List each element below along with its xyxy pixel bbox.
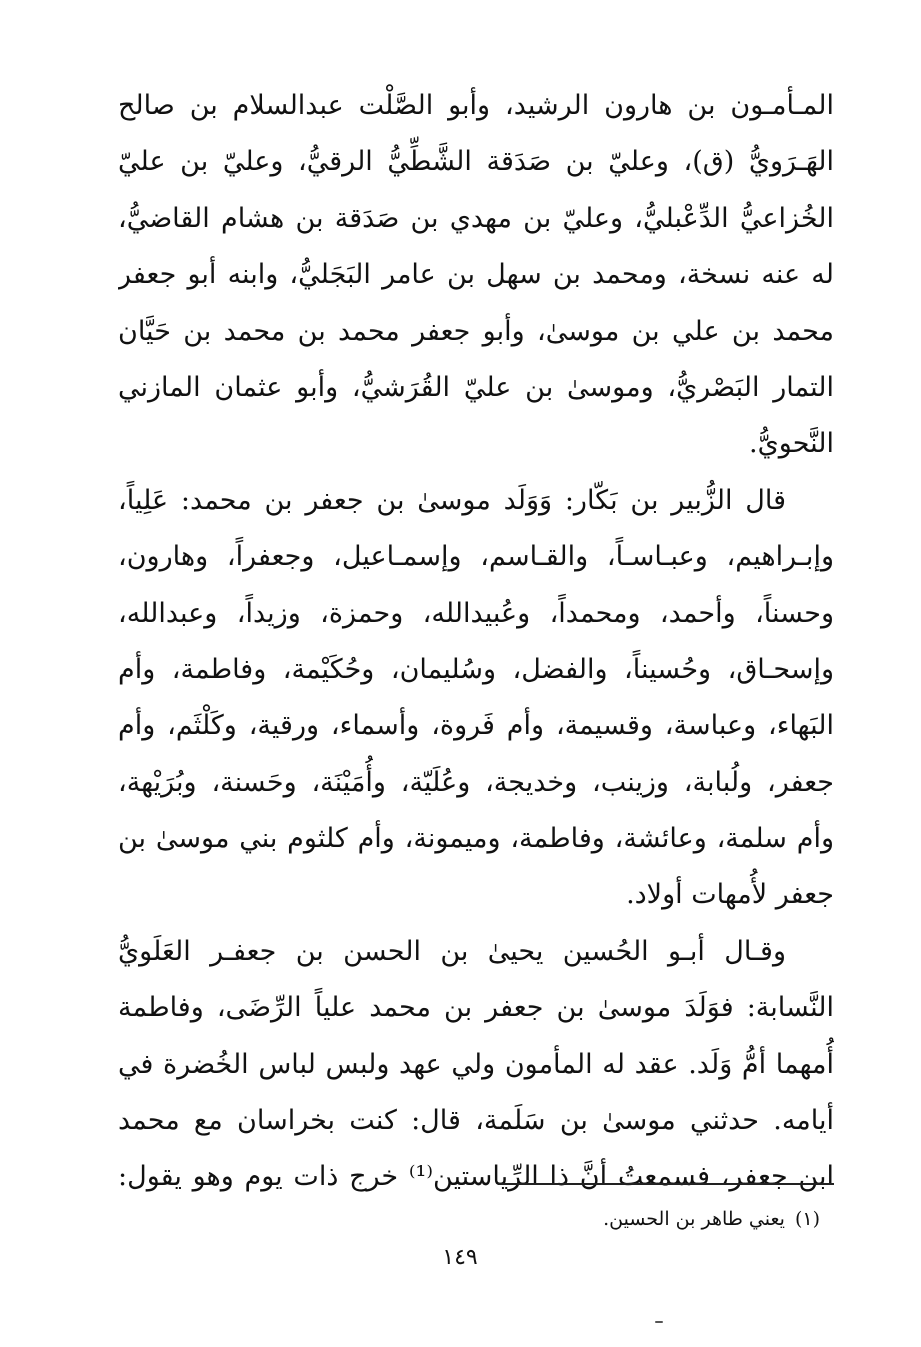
text-line: وقـال أبـو الحُسين يحيىٰ بن الحسن بن جعفـر العَلَويُّ: [118, 935, 786, 967]
text-line: ابن جعفر، فسمعتُ أنَّ ذا الرِّياستين⁽¹⁾ خرج ذات يوم وهو يقول:: [118, 1161, 834, 1193]
paragraph-2: [118, 473, 834, 924]
text-line: جعفر لأُمهات أولاد.: [626, 879, 834, 911]
text-line: أُمهما أمُّ وَلَد. عقد له المأمون ولي عهد ولبس لباس الخُضرة في: [118, 1048, 834, 1080]
text-line: وإبـراهيم، وعبـاسـاً، والقـاسم، وإسمـاعيل، وجعفراً، وهارون،: [118, 541, 834, 573]
text-line: أيامه. حدثني موسىٰ بن سَلَمة، قال: كنت بخراسان مع محمد: [118, 1105, 834, 1137]
text-line: له عنه نسخة، ومحمد بن سهل بن عامر البَجَليُّ، وابنه أبو جعفر: [118, 259, 834, 291]
text-line: جعفر، ولُبابة، وزينب، وخديجة، وعُلَيّة، وأُمَيْنَة، وحَسنة، وبُرَيْهة،: [118, 766, 834, 798]
text-line: البَهاء، وعباسة، وقسيمة، وأم فَروة، وأسماء، ورقية، وكَلْثَم، وأم: [118, 710, 834, 742]
page-number: ١٤٩: [442, 1245, 478, 1270]
text-line: النَّحويُّ.: [749, 428, 834, 460]
text-line: قال الزُّبير بن بَكّار: وَوَلَد موسىٰ بن جعفر بن محمد: عَلِياً،: [118, 484, 786, 516]
text-line: الهَـرَويُّ (ق)، وعليّ بن صَدَقة الشَّطِّيُّ الرقيُّ، وعليّ بن عليّ: [118, 146, 834, 178]
text-line: التمار البَصْريُّ، وموسىٰ بن عليّ القُرَشيُّ، وأبو عثمان المازني: [118, 371, 834, 403]
text-line: وحسناً، وأحمد، ومحمداً، وعُبيدالله، وحمزة، وزيداً، وعبدالله،: [118, 597, 834, 629]
text-line: وإسحـاق، وحُسيناً، والفضل، وسُليمان، وحُكَيْمة، وفاطمة، وأم: [118, 653, 834, 685]
body-text: [118, 78, 834, 1206]
text-line: وأم سلمة، وعائشة، وفاطمة، وميمونة، وأم كلثوم بني موسىٰ بن: [118, 823, 834, 855]
text-line: النَّسابة: فوَلَدَ موسىٰ بن جعفر بن محمد علياً الرِّضَى، وفاطمة: [118, 992, 834, 1024]
text-line: المـأمـون بن هارون الرشيد، وأبو الصَّلْت عبدالسلام بن صالح: [118, 90, 834, 121]
footnote-text: يعني طاهر بن الحسين.: [603, 1208, 785, 1230]
footnote-marker: (١): [794, 1208, 820, 1230]
footnote-separator: [498, 1183, 834, 1185]
text-line: الخُزاعيُّ الدِّعْبليُّ، وعليّ بن مهدي بن صَدَقة بن هشام القاضيُّ،: [118, 202, 834, 234]
paragraph-1: [118, 78, 834, 473]
text-line: محمد بن علي بن موسىٰ، وأبو جعفر محمد بن محمد بن حَيَّان: [118, 315, 834, 347]
paragraph-3: [118, 924, 834, 1206]
footnote: [300, 1204, 820, 1234]
scan-speck: [655, 1321, 663, 1323]
